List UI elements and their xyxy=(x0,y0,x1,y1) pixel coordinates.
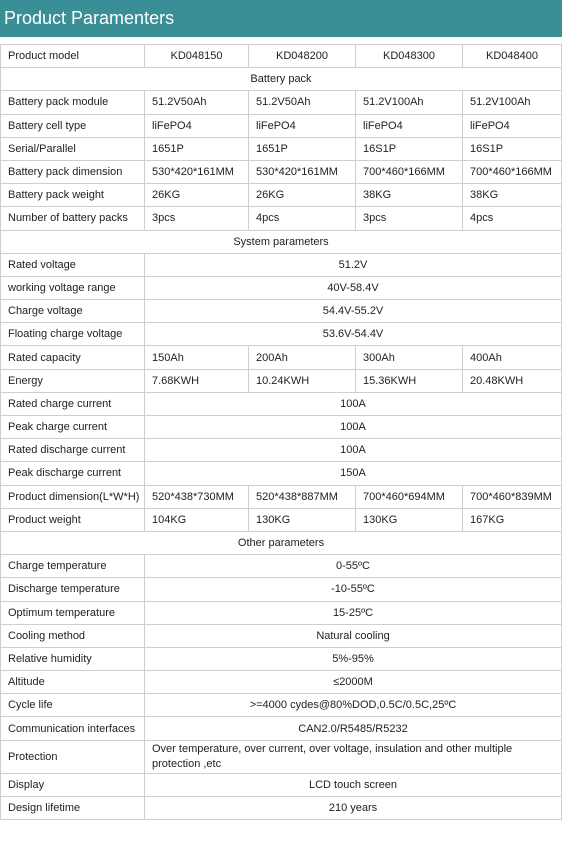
value-cell-merged: 210 years xyxy=(145,796,562,819)
table-row xyxy=(1,462,562,485)
value-cell: 700*460*166MM xyxy=(356,160,463,183)
value-cell-merged: -10-55ºC xyxy=(145,578,562,601)
value-cell: 130KG xyxy=(356,508,463,531)
value-cell-merged: ≤2000M xyxy=(145,671,562,694)
row-label-cell: Battery cell type xyxy=(1,114,145,137)
value-cell: 700*460*839MM xyxy=(463,485,562,508)
value-cell: 51.2V100Ah xyxy=(463,91,562,114)
value-cell-merged: 51.2V xyxy=(145,253,562,276)
value-cell: 1651P xyxy=(145,137,249,160)
table-row xyxy=(1,184,562,207)
model-header-cell: KD048200 xyxy=(249,45,356,68)
row-label-cell: Battery pack module xyxy=(1,91,145,114)
row-label-cell: Number of battery packs xyxy=(1,207,145,230)
row-label-cell: Communication interfaces xyxy=(1,717,145,740)
value-cell-merged: 100A xyxy=(145,416,562,439)
table-row xyxy=(1,624,562,647)
value-cell: 10.24KWH xyxy=(249,369,356,392)
section-title: System parameters xyxy=(1,230,562,253)
value-cell-merged: 0-55ºC xyxy=(145,555,562,578)
value-cell-merged: 54.4V-55.2V xyxy=(145,300,562,323)
row-label-cell: Design lifetime xyxy=(1,796,145,819)
value-cell: 104KG xyxy=(145,508,249,531)
row-label-cell: Battery pack weight xyxy=(1,184,145,207)
value-cell: liFePO4 xyxy=(463,114,562,137)
value-cell: 520*438*887MM xyxy=(249,485,356,508)
value-cell: 38KG xyxy=(463,184,562,207)
row-label-cell: working voltage range xyxy=(1,276,145,299)
table-row xyxy=(1,91,562,114)
value-cell: 700*460*694MM xyxy=(356,485,463,508)
row-label-cell: Peak discharge current xyxy=(1,462,145,485)
value-cell: 4pcs xyxy=(249,207,356,230)
value-cell-merged: 100A xyxy=(145,392,562,415)
row-label-cell: Battery pack dimension xyxy=(1,160,145,183)
row-label-cell: Optimum temperature xyxy=(1,601,145,624)
value-cell: 51.2V100Ah xyxy=(356,91,463,114)
value-cell: 26KG xyxy=(249,184,356,207)
value-cell: 3pcs xyxy=(356,207,463,230)
spec-table xyxy=(0,44,562,820)
table-row xyxy=(1,323,562,346)
table-row xyxy=(1,740,562,773)
table-row xyxy=(1,647,562,670)
value-cell-merged: 15-25ºC xyxy=(145,601,562,624)
table-row xyxy=(1,773,562,796)
value-cell-merged: 5%-95% xyxy=(145,647,562,670)
value-cell: 530*420*161MM xyxy=(145,160,249,183)
value-cell: 51.2V50Ah xyxy=(145,91,249,114)
table-row xyxy=(1,114,562,137)
row-label-cell: Cycle life xyxy=(1,694,145,717)
value-cell-merged: 40V-58.4V xyxy=(145,276,562,299)
table-row xyxy=(1,796,562,819)
model-header-cell: KD048400 xyxy=(463,45,562,68)
table-row xyxy=(1,416,562,439)
table-row xyxy=(1,253,562,276)
table-row xyxy=(1,555,562,578)
value-cell: 7.68KWH xyxy=(145,369,249,392)
table-row xyxy=(1,137,562,160)
row-label-cell: Cooling method xyxy=(1,624,145,647)
row-label-cell: Discharge temperature xyxy=(1,578,145,601)
model-header-cell: KD048300 xyxy=(356,45,463,68)
table-row xyxy=(1,300,562,323)
value-cell: 520*438*730MM xyxy=(145,485,249,508)
page-title-bar xyxy=(0,0,562,37)
row-label-cell: Altitude xyxy=(1,671,145,694)
value-cell: 150Ah xyxy=(145,346,249,369)
value-cell: 16S1P xyxy=(463,137,562,160)
section-title: Other parameters xyxy=(1,531,562,554)
section-header-row xyxy=(1,230,562,253)
value-cell: 1651P xyxy=(249,137,356,160)
row-label-cell: Floating charge voltage xyxy=(1,323,145,346)
row-label-cell: Rated capacity xyxy=(1,346,145,369)
table-row xyxy=(1,160,562,183)
section-title: Battery pack xyxy=(1,68,562,91)
value-cell: 300Ah xyxy=(356,346,463,369)
value-cell: 51.2V50Ah xyxy=(249,91,356,114)
row-label-cell: Rated charge current xyxy=(1,392,145,415)
section-header-row xyxy=(1,68,562,91)
row-label-cell: Product dimension(L*W*H) xyxy=(1,485,145,508)
row-label-cell: Rated voltage xyxy=(1,253,145,276)
table-row xyxy=(1,439,562,462)
table-row xyxy=(1,346,562,369)
value-cell-merged: >=4000 cydes@80%DOD,0.5C/0.5C,25ºC xyxy=(145,694,562,717)
value-cell: 16S1P xyxy=(356,137,463,160)
value-cell-merged: Natural cooling xyxy=(145,624,562,647)
table-row xyxy=(1,671,562,694)
table-row xyxy=(1,392,562,415)
table-row xyxy=(1,578,562,601)
value-cell: 700*460*166MM xyxy=(463,160,562,183)
table-row xyxy=(1,508,562,531)
row-label-cell: Energy xyxy=(1,369,145,392)
table-row xyxy=(1,276,562,299)
value-cell: liFePO4 xyxy=(249,114,356,137)
row-label-cell: Protection xyxy=(1,740,145,773)
value-cell: 400Ah xyxy=(463,346,562,369)
row-label-cell: Serial/Parallel xyxy=(1,137,145,160)
value-cell-merged: LCD touch screen xyxy=(145,773,562,796)
row-label-cell: Relative humidity xyxy=(1,647,145,670)
value-cell: 38KG xyxy=(356,184,463,207)
row-label-cell: Charge temperature xyxy=(1,555,145,578)
value-cell-merged: 150A xyxy=(145,462,562,485)
table-row xyxy=(1,694,562,717)
header-label-cell: Product model xyxy=(1,45,145,68)
table-row xyxy=(1,485,562,508)
value-cell: liFePO4 xyxy=(356,114,463,137)
page-title: Product Paramenters xyxy=(4,8,175,28)
value-cell: 4pcs xyxy=(463,207,562,230)
table-row xyxy=(1,369,562,392)
value-cell: 26KG xyxy=(145,184,249,207)
value-cell: 15.36KWH xyxy=(356,369,463,392)
value-cell-merged: 100A xyxy=(145,439,562,462)
section-header-row xyxy=(1,531,562,554)
table-header-row xyxy=(1,45,562,68)
row-label-cell: Display xyxy=(1,773,145,796)
value-cell: 530*420*161MM xyxy=(249,160,356,183)
table-row xyxy=(1,601,562,624)
value-cell: 130KG xyxy=(249,508,356,531)
row-label-cell: Product weight xyxy=(1,508,145,531)
value-cell-merged: Over temperature, over current, over voltage, insulation and other multiple protection ,etc xyxy=(145,740,562,773)
model-header-cell: KD048150 xyxy=(145,45,249,68)
row-label-cell: Charge voltage xyxy=(1,300,145,323)
value-cell-merged: CAN2.0/R5485/R5232 xyxy=(145,717,562,740)
table-row xyxy=(1,207,562,230)
value-cell: 200Ah xyxy=(249,346,356,369)
value-cell: 20.48KWH xyxy=(463,369,562,392)
row-label-cell: Rated discharge current xyxy=(1,439,145,462)
value-cell: 167KG xyxy=(463,508,562,531)
value-cell: 3pcs xyxy=(145,207,249,230)
table-row xyxy=(1,717,562,740)
value-cell-merged: 53.6V-54.4V xyxy=(145,323,562,346)
value-cell: liFePO4 xyxy=(145,114,249,137)
row-label-cell: Peak charge current xyxy=(1,416,145,439)
